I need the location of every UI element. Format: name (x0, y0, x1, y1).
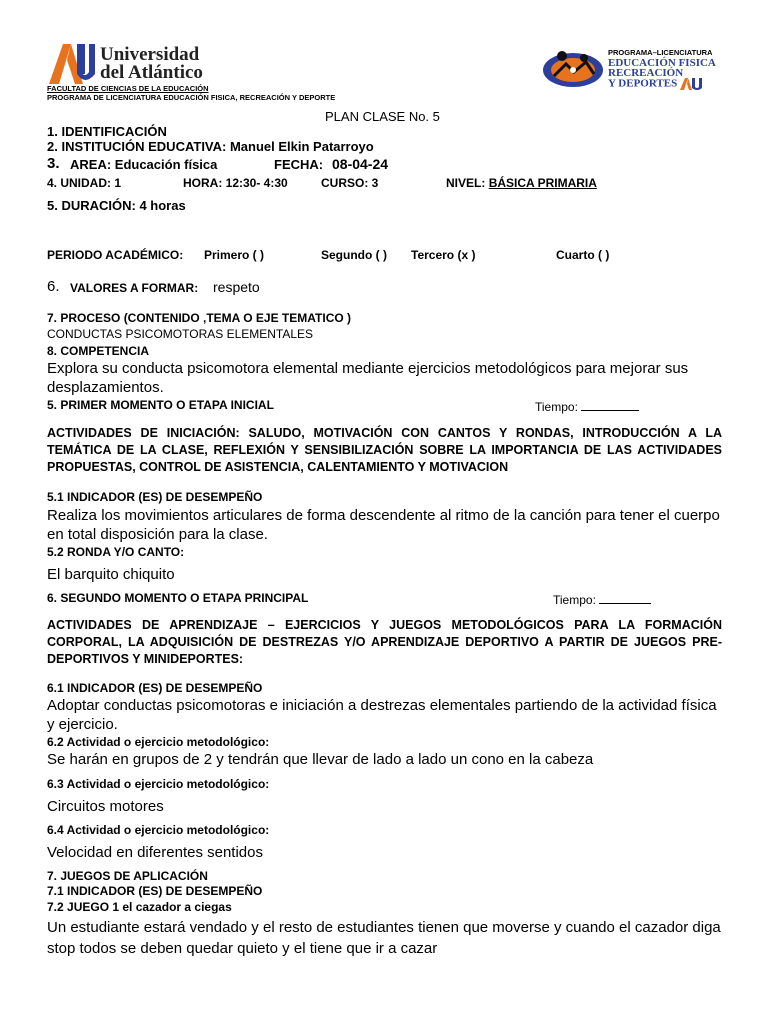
valores-value: respeto (213, 279, 260, 295)
ejercicio-6-4-value: Velocidad en diferentes sentidos (47, 844, 263, 861)
nivel-label: NIVEL: (446, 176, 486, 190)
ronda-value: El barquito chiquito (47, 566, 175, 583)
section-identificacion: 1. IDENTIFICACIÓN (47, 124, 167, 139)
competencia-label: 8. COMPETENCIA (47, 344, 150, 358)
program-logo-line4 (608, 78, 716, 90)
periodo-tercero: Tercero (x ) (411, 248, 476, 262)
university-name-line1: Universidad (100, 44, 200, 65)
ejercicio-6-4-label: 6.4 Actividad o ejercicio metodológico: (47, 823, 270, 837)
area-number: 3. (47, 155, 60, 172)
periodo-label: PERIODO ACADÉMICO: (47, 248, 184, 262)
university-emblem-icon (47, 40, 99, 88)
ronda-label: 5.2 RONDA Y/O CANTO: (47, 545, 185, 559)
actividades-iniciacion: ACTIVIDADES DE INICIACIÓN: SALUDO, MOTIVACIÓN CON CANTOS Y RONDAS, INTRODUCCIÓN A LA TEMÁTICA DE LA CLASE, REFLEXIÓN Y SENSIBILIZACIÓN SOBRE LA IMPORTANCIA DE LAS ACTIVIDADES PROPUESTAS, CONTROL DE ASISTENCIA, CALENTAMIENTO Y MOTIVACION (47, 426, 722, 474)
tiempo-blank-1 (581, 398, 639, 411)
fecha-label: FECHA: (274, 157, 324, 172)
program-emblem-icon (540, 46, 606, 90)
primer-momento-tiempo-label: Tiempo: (535, 400, 578, 414)
ejercicio-6-2-label: 6.2 Actividad o ejercicio metodológico: (47, 735, 270, 749)
nivel-value: BÁSICA PRIMARIA (488, 176, 597, 190)
juegos-label: 7. JUEGOS DE APLICACIÓN (47, 869, 208, 883)
ejercicio-6-3-label: 6.3 Actividad o ejercicio metodológico: (47, 777, 270, 791)
juego-1-label: 7.2 JUEGO 1 el cazador a ciegas (47, 900, 232, 914)
primer-momento-label: 5. PRIMER MOMENTO O ETAPA INICIAL (47, 398, 274, 412)
hora-field: HORA: 12:30- 4:30 (183, 176, 288, 190)
indicador-6-1-value: Adoptar conductas psicomotoras e iniciación a destrezas elementales partiendo de la actividad física y ejercicio. (47, 697, 717, 733)
program-logo-line3: RECREACIÓN (608, 67, 684, 79)
periodo-primero: Primero ( ) (204, 248, 265, 262)
indicador-7-1-label: 7.1 INDICADOR (ES) DE DESEMPEÑO (47, 884, 263, 898)
indicador-6-1-label: 6.1 INDICADOR (ES) DE DESEMPEÑO (47, 681, 263, 695)
duracion-field: 5. DURACIÓN: 4 horas (47, 198, 186, 213)
ejercicio-6-2-value: Se harán en grupos de 2 y tendrán que llevar de lado a lado un cono en la cabeza (47, 751, 594, 768)
nivel-field (446, 176, 597, 190)
fecha-value: 08-04-24 (332, 156, 389, 172)
periodo-segundo: Segundo ( ) (321, 248, 387, 262)
ejercicio-6-3-value: Circuitos motores (47, 798, 164, 815)
program-logo-line1: PROGRAMA–LICENCIATURA (608, 48, 713, 57)
page-title: PLAN CLASE No. 5 (325, 109, 440, 124)
primer-momento-tiempo (535, 398, 639, 414)
segundo-momento-label: 6. SEGUNDO MOMENTO O ETAPA PRINCIPAL (47, 591, 309, 605)
university-name (100, 46, 203, 82)
faculty-block (47, 84, 335, 102)
proceso-label: 7. PROCESO (CONTENIDO ,TEMA O EJE TEMATICO ) (47, 311, 352, 325)
actividades-aprendizaje: ACTIVIDADES DE APRENDIZAJE – EJERCICIOS Y JUEGOS METODOLÓGICOS PARA LA FORMACIÓN CORPORAL, LA ADQUISICIÓN DE DESTREZAS Y/O APRENDIZAJE DEPORTIVO A PARTIR DE JUEGOS PRE-DEPORTIVOS Y MINIDEPORTES: (47, 618, 722, 666)
curso-field: CURSO: 3 (321, 176, 379, 190)
juego-1-value: Un estudiante estará vendado y el resto de estudiantes tienen que moverse y cuando el cazador diga stop todos se deben quedar quieto y el tiene que ir a cazar (47, 919, 721, 957)
competencia-value: Explora su conducta psicomotora elemental mediante ejercicios metodológicos para mejorar sus desplazamientos. (47, 360, 689, 396)
area-field: AREA: Educación física (70, 157, 218, 172)
proceso-value: CONDUCTAS PSICOMOTORAS ELEMENTALES (47, 327, 314, 341)
indicador-5-1-value: Realiza los movimientos articulares de forma descendente al ritmo de la canción para tener el cuerpo en total disposición para la clase. (47, 507, 720, 543)
indicador-5-1-label: 5.1 INDICADOR (ES) DE DESEMPEÑO (47, 490, 263, 504)
segundo-momento-tiempo (553, 591, 651, 607)
valores-number: 6. (47, 278, 60, 295)
institucion-educativa: 2. INSTITUCIÓN EDUCATIVA: Manuel Elkin Patarroyo (47, 139, 374, 154)
tiempo-blank-2 (599, 591, 651, 604)
university-name-line2: del Atlántico (100, 62, 203, 83)
program-logo-text (608, 48, 716, 90)
program-logo-line4-text: Y DEPORTES (608, 77, 678, 90)
unidad-field: 4. UNIDAD: 1 (47, 176, 122, 190)
valores-label: VALORES A FORMAR: (70, 281, 199, 295)
program-ua-mark-icon (680, 78, 702, 90)
segundo-momento-tiempo-label: Tiempo: (553, 593, 596, 607)
periodo-cuarto: Cuarto ( ) (556, 248, 610, 262)
program-logo-line2: EDUCACIÓN FISICA (608, 57, 716, 69)
faculty-name: FACULTAD DE CIENCIAS DE LA EDUCACIÓN (47, 84, 209, 93)
program-name: PROGRAMA DE LICENCIATURA EDUCACIÓN FISICA, RECREACIÓN Y DEPORTE (47, 93, 336, 102)
